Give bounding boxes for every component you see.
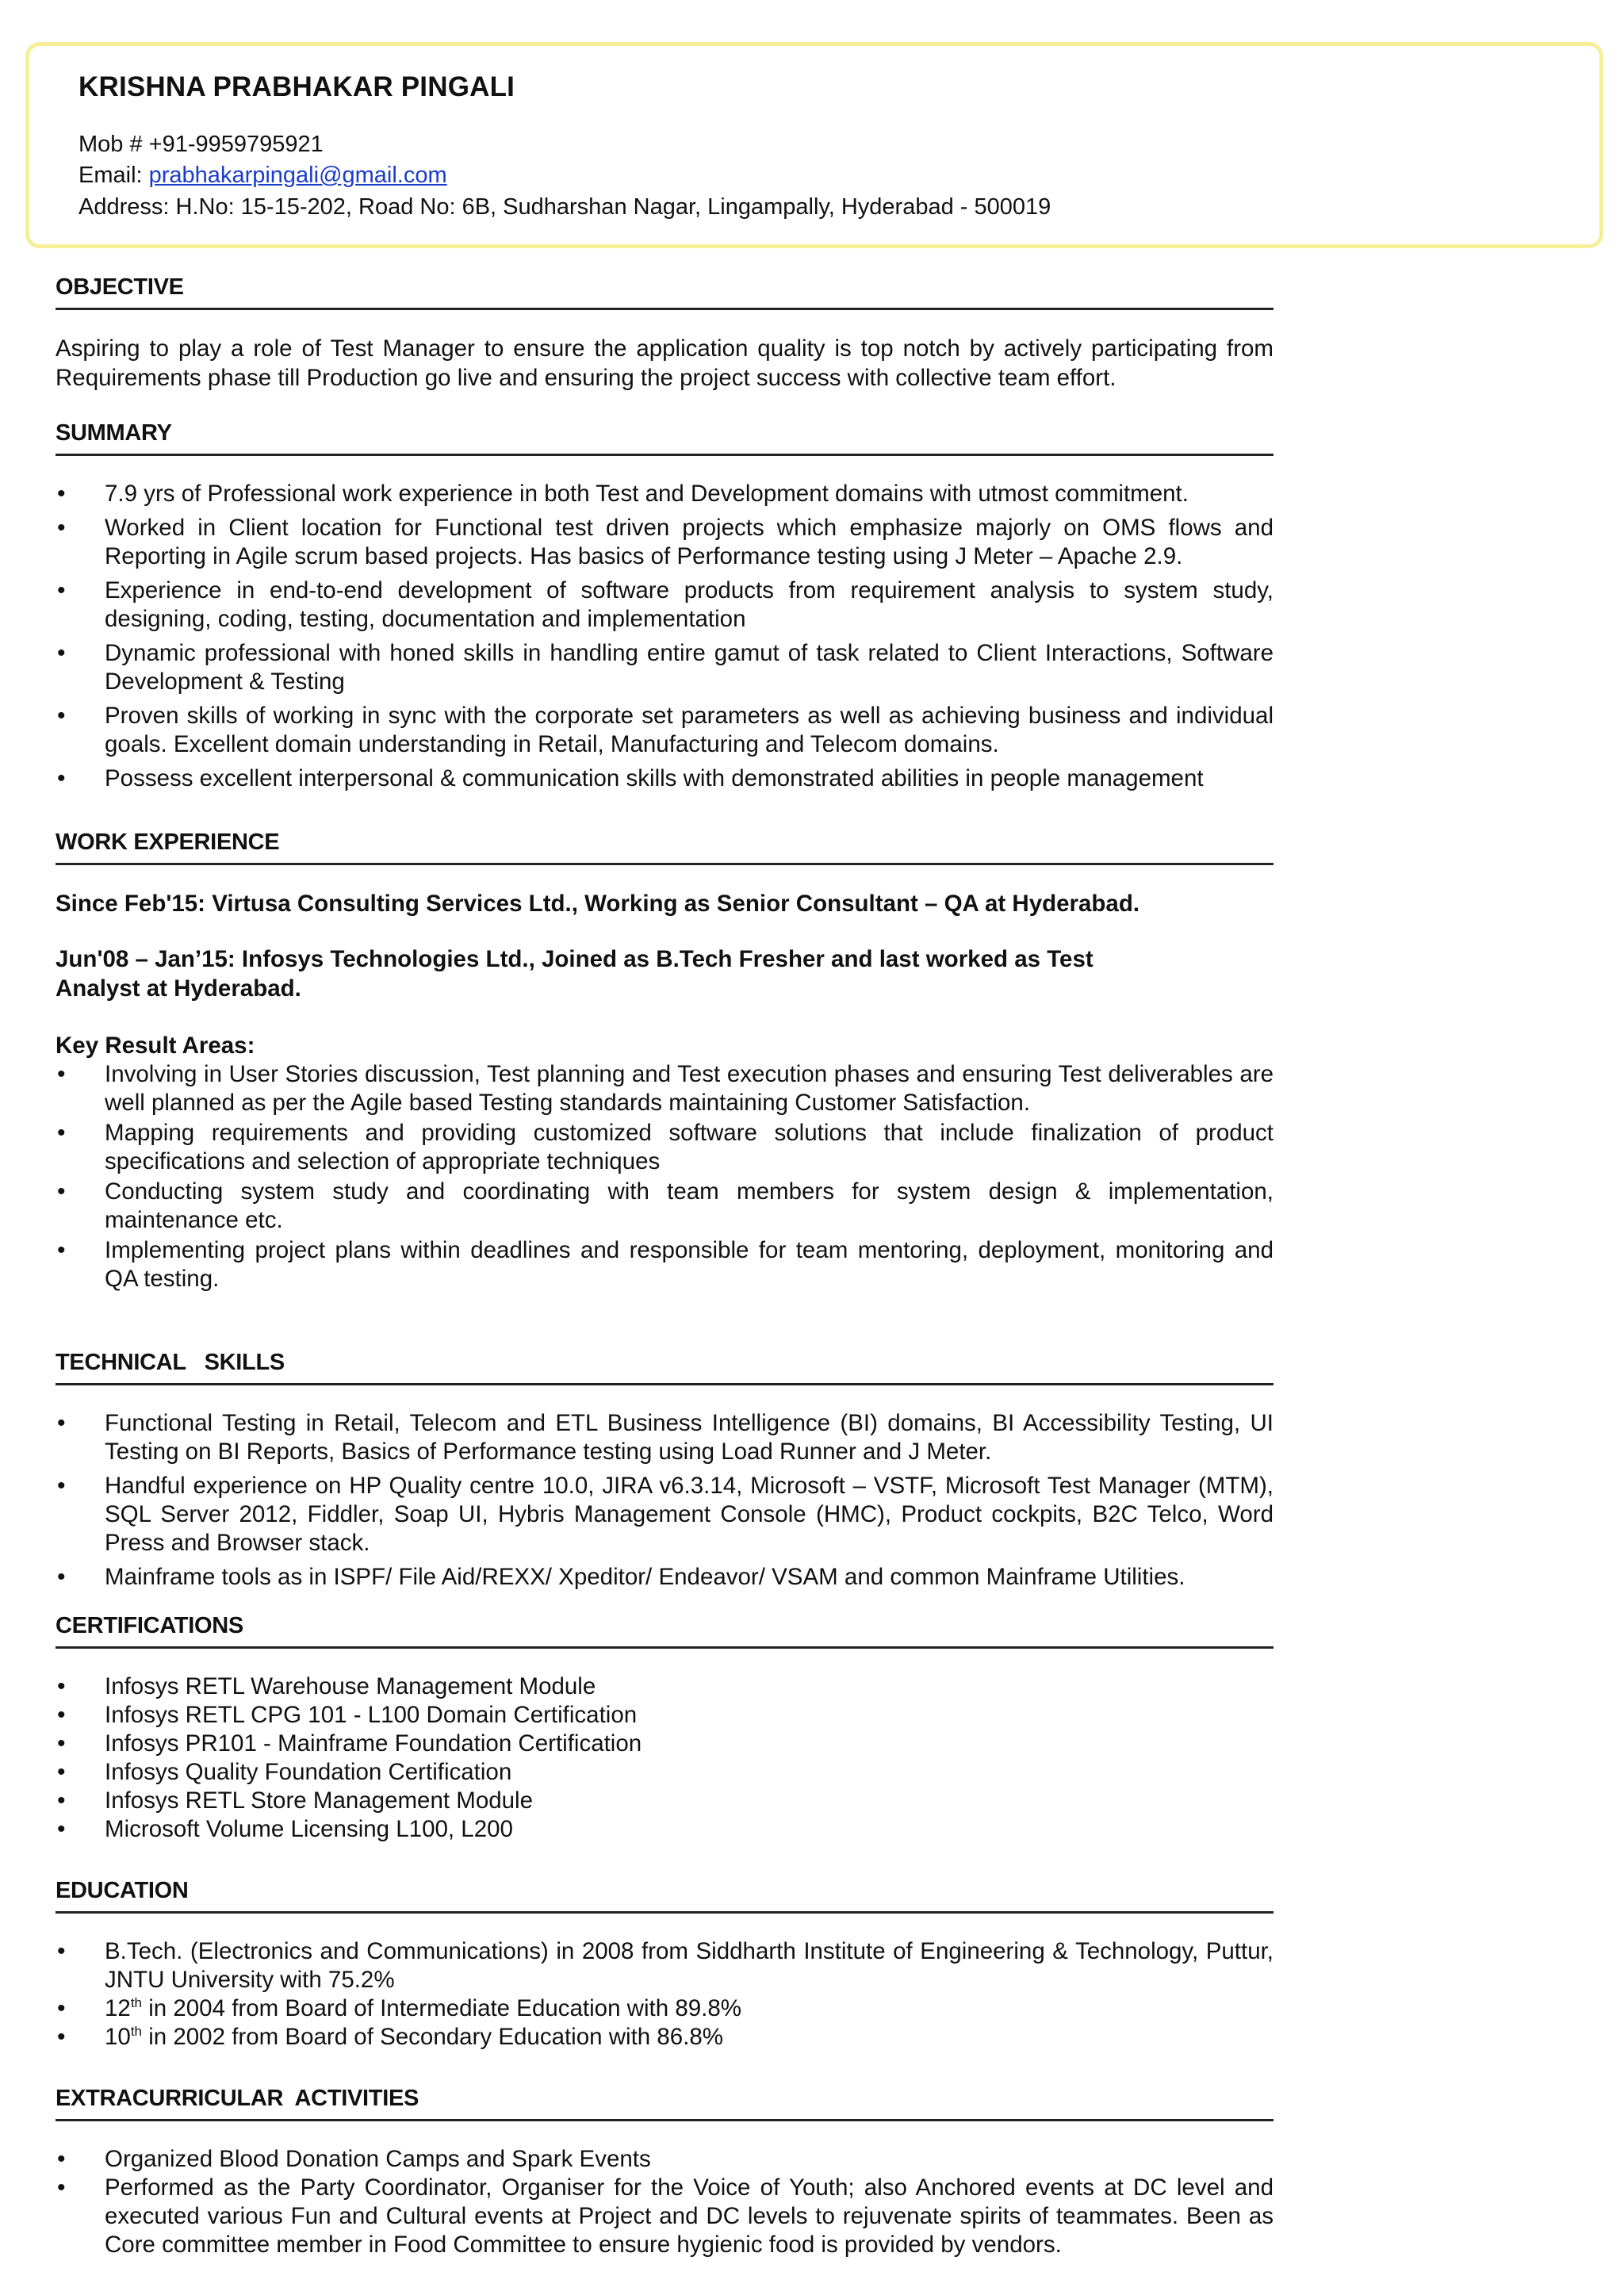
summary-heading: SUMMARY: [56, 420, 1274, 456]
list-item: • Conducting system study and coordinating with team members for system design & implementation, maintenance etc.: [56, 1178, 1274, 1235]
list-item: • Infosys RETL Store Management Module: [56, 1787, 1274, 1815]
list-item: • Implementing project plans within deadlines and responsible for team mentoring, deployment, monitoring and QA testing.: [56, 1236, 1274, 1293]
list-item: • Experience in end-to-end development of software products from requirement analysis to system study, designing, coding, testing, documentation and implementation: [56, 577, 1274, 634]
list-item: • Involving in User Stories discussion, Test planning and Test execution phases and ensuring Test deliverables are well planned as per the Agile based Testing standards maintaining Customer Satisfaction.: [56, 1060, 1274, 1117]
list-item: • Mapping requirements and providing customized software solutions that include finalization of product specifications and selection of appropriate techniques: [56, 1119, 1274, 1176]
list-item: • Handful experience on HP Quality centre 10.0, JIRA v6.3.14, Microsoft – VSTF, Microsoft Test Manager (MTM), SQL Server 2012, Fiddler, Soap UI, Hybris Management Console (HMC), Product cockpits, B2C Telco, Word Press and Browser stack.: [56, 1472, 1274, 1557]
list-item: • Proven skills of working in sync with the corporate set parameters as well as achieving business and individual goals. Excellent domain understanding in Retail, Manufacturing and Telecom domains.: [56, 702, 1274, 759]
email-label: Email:: [79, 163, 149, 188]
list-item: • 12th in 2004 from Board of Intermediate Education with 89.8%: [56, 1994, 1274, 2023]
list-item: • Performed as the Party Coordinator, Organiser for the Voice of Youth; also Anchored events at DC level and executed various Fun and Cultural events at Project and DC levels to rejuvenate spirits of teammates. Been as Core committee member in Food Committee to ensure hygienic food is provided by vendors.: [56, 2174, 1274, 2259]
objective-heading: OBJECTIVE: [56, 274, 1274, 310]
summary-list: [56, 480, 1274, 793]
technical-skills-section: [56, 1350, 1274, 1597]
education-section: [56, 1878, 1274, 2052]
list-item: • Infosys Quality Foundation Certification: [56, 1758, 1274, 1787]
certifications-section: [56, 1613, 1274, 1844]
job-virtusa: Since Feb'15: Virtusa Consulting Services Ltd., Working as Senior Consultant – QA at Hyderabad.: [56, 891, 1140, 917]
list-item: • Functional Testing in Retail, Telecom and ETL Business Intelligence (BI) domains, BI Accessibility Testing, UI Testing on BI Reports, Basics of Performance testing using Load Runner and J Meter.: [56, 1409, 1274, 1466]
objective-text: Aspiring to play a role of Test Manager to ensure the application quality is top notch by actively participating from Requirements phase till Production go live and ensuring the project success with collective team effort.: [56, 335, 1274, 391]
contact-header: [25, 42, 1603, 248]
extracurricular-list: [56, 2145, 1274, 2259]
objective-section: [56, 274, 1274, 393]
list-item: • Organized Blood Donation Camps and Spark Events: [56, 2145, 1274, 2174]
list-item: • Infosys PR101 - Mainframe Foundation Certification: [56, 1730, 1274, 1758]
work-experience-section: [56, 829, 1274, 1295]
summary-section: [56, 420, 1274, 799]
email-line: [79, 163, 447, 189]
technical-heading: TECHNICAL SKILLS: [56, 1350, 1274, 1385]
certifications-list: [56, 1672, 1274, 1844]
list-item: • Infosys RETL Warehouse Management Module: [56, 1672, 1274, 1701]
list-item: • 10th in 2002 from Board of Secondary Education with 86.8%: [56, 2023, 1274, 2052]
list-item: • Mainframe tools as in ISPF/ File Aid/REXX/ Xpeditor/ Endeavor/ VSAM and common Mainframe Utilities.: [56, 1563, 1274, 1592]
certifications-heading: CERTIFICATIONS: [56, 1613, 1274, 1649]
candidate-name: KRISHNA PRABHAKAR PINGALI: [79, 71, 515, 102]
email-link[interactable]: prabhakarpingali@gmail.com: [148, 163, 447, 188]
list-item: • Worked in Client location for Functional test driven projects which emphasize majorly on OMS flows and Reporting in Agile scrum based projects. Has basics of Performance testing using J Meter – Apache 2.9.: [56, 514, 1274, 571]
job-infosys: Jun'08 – Jan’15: Infosys Technologies Ltd., Joined as B.Tech Fresher and last worked as Test Analyst at Hyderabad.: [56, 946, 1094, 1002]
list-item: • B.Tech. (Electronics and Communications) in 2008 from Siddharth Institute of Engineering & Technology, Puttur, JNTU University with 75.2%: [56, 1937, 1274, 1994]
extracurricular-heading: EXTRACURRICULAR ACTIVITIES: [56, 2086, 1274, 2121]
mobile-number: Mob # +91-9959795921: [79, 132, 324, 157]
list-item: • 7.9 yrs of Professional work experience in both Test and Development domains with utmost commitment.: [56, 480, 1274, 508]
kra-heading: Key Result Areas:: [56, 1033, 255, 1059]
technical-list: [56, 1409, 1274, 1592]
list-item: • Microsoft Volume Licensing L100, L200: [56, 1815, 1274, 1844]
extracurricular-section: [56, 2086, 1274, 2259]
list-item: • Possess excellent interpersonal & communication skills with demonstrated abilities in people management: [56, 764, 1274, 793]
list-item: • Dynamic professional with honed skills in handling entire gamut of task related to Client Interactions, Software Development & Testing: [56, 639, 1274, 696]
kra-list: [56, 1060, 1274, 1293]
list-item: • Infosys RETL CPG 101 - L100 Domain Certification: [56, 1701, 1274, 1730]
work-heading: WORK EXPERIENCE: [56, 829, 1274, 865]
education-heading: EDUCATION: [56, 1878, 1274, 1914]
address: Address: H.No: 15-15-202, Road No: 6B, Sudharshan Nagar, Lingampally, Hyderabad - 500019: [79, 194, 1051, 220]
education-list: [56, 1937, 1274, 2052]
